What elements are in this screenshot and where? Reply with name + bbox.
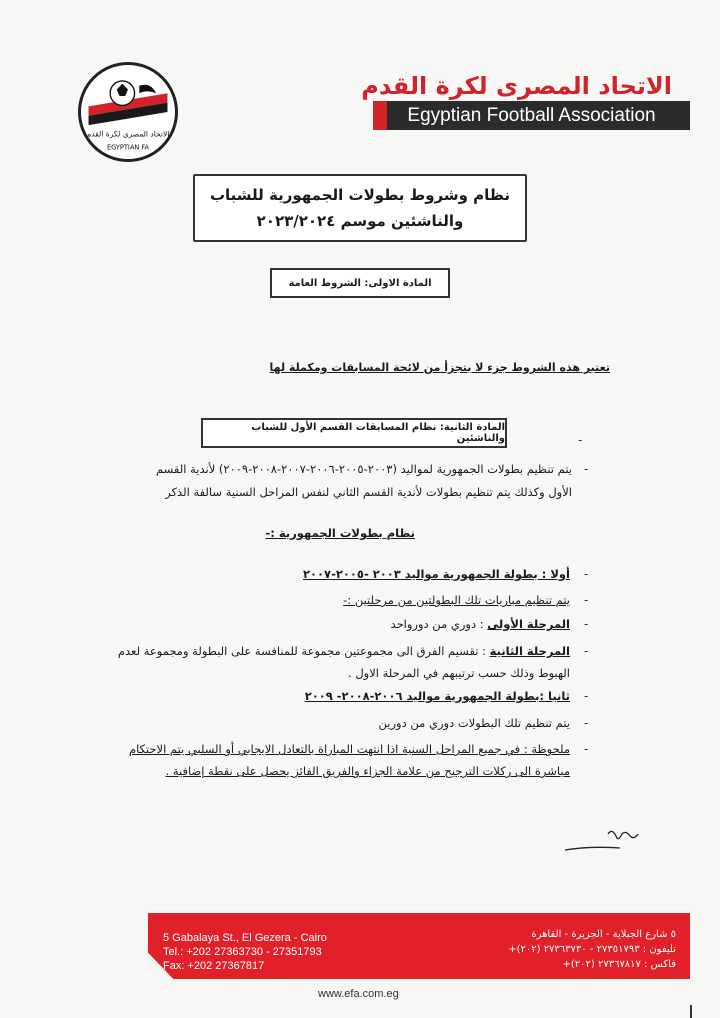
bullet-dash: - [584, 742, 589, 756]
article-2-para-line-1: يتم تنظيم بطولات الجمهورية لمواليد (٢٠٠٣-٢٠٠٥-٢٠٠٦-٢٠٠٧-٢٠٠٨-٢٠٠٩) لأندية القسم [156, 462, 572, 476]
article-1-label-box [270, 268, 450, 298]
title-line-1: نظام وشروط بطولات الجمهورية للشباب [209, 186, 511, 204]
first-championship-intro: يتم تنظيم مباريات تلك البطولتين من مرحلتين :- [343, 593, 570, 607]
second-championship-title: ثانيا :بطولة الجمهورية مواليد ٢٠٠٦-٢٠٠٨- ٢٠٠٩ [304, 689, 570, 703]
note-line-2: مباشرة الى ركلات الترجيح من علامة الجزاء والفريق الفائز يحصل على نقطة إضافية . [165, 764, 570, 778]
footer-fax-en: Fax: +202 27367817 [163, 960, 265, 972]
footer-contact-english [163, 931, 327, 973]
footer-contact-arabic [508, 927, 676, 972]
bullet-dash: - [584, 689, 589, 703]
phase-2-continuation: الهبوط وذلك حسب ترتيبهم في المرحلة الاول . [348, 666, 570, 680]
article-1-label: المادة الاولى: الشروط العامة [288, 277, 432, 289]
org-name-english-bar [373, 101, 690, 130]
first-championship-title: أولا : بطولة الجمهورية مواليد ٢٠٠٣ -٢٠٠٥-٢٠٠٧ [303, 567, 570, 581]
footer-website: www.efa.com.eg [318, 988, 399, 1000]
phase-2-text: : تقسيم الفرق الى مجموعتين مجموعة للمنافسة على البطولة ومجموعة لعدم [117, 644, 486, 658]
footer-address-en: 5 Gabalaya St., El Gezera - Cairo [163, 932, 327, 944]
footer-tel-en: Tel.: +202 27363730 - 27351793 [163, 946, 322, 958]
second-championship-text: يتم تنظيم تلك البطولات دوري من دورين [378, 716, 570, 730]
org-name-english: Egyptian Football Association [407, 104, 656, 126]
title-line-2: والناشئين موسم ٢٠٢٣/٢٠٢٤ [256, 212, 464, 230]
bullet-dash: - [584, 716, 589, 730]
article-2-para-line-2: الأول وكذلك يتم تنظيم بطولات لأندية القسم الثاني لنفس المراحل السنية سالفة الذكر [165, 485, 572, 499]
phase-2-label: المرحلة الثانية [489, 644, 570, 658]
page-edge-mark [690, 1005, 692, 1018]
bullet-dash: - [584, 644, 589, 658]
article-2-label: المادة الثانية: نظام المسابقات القسم الأول للشباب والناشئين [251, 422, 505, 444]
svg-text:EGYPTIAN FA: EGYPTIAN FA [106, 143, 150, 152]
footer-tel-ar: تليفون : ٢٧٣٥١٧٩٣ - ٢٧٣٦٣٧٣٠ (٢٠٢)+ [508, 944, 676, 955]
phase-1-label: المرحلة الأولى [487, 617, 570, 631]
phase-1-line [391, 616, 570, 632]
bullet-dash: - [584, 567, 589, 581]
document-title-box [193, 174, 527, 242]
bullet-dash: - [584, 593, 589, 607]
org-name-arabic: الاتحاد المصرى لكرة القدم [361, 72, 672, 100]
bullet-dash: - [578, 433, 583, 447]
bullet-dash: - [584, 462, 589, 476]
footer-fax-ar: فاكس : ٢٧٣٦٧٨١٧ (٢٠٢)+ [562, 959, 676, 970]
phase-2-line [118, 643, 570, 659]
article-1-text: تعتبر هذه الشروط جزء لا يتجزأ من لائحة المسابقات ومكملة لها [269, 361, 610, 374]
efa-logo [78, 62, 178, 162]
note-line-1: ملحوظة : في جميع المراحل السنية اذا انتهت المباراة بالتعادل الايجابي أو السلبي يتم الاحتكام [128, 742, 570, 756]
phase-1-text: : دوري من دورواحد [390, 617, 484, 631]
system-heading: نظام بطولات الجمهورية :- [265, 526, 415, 540]
signature-scribble [560, 826, 650, 856]
article-2-label-box [201, 418, 507, 448]
svg-text:الاتحاد المصرى لكرة القدم: الاتحاد المصرى لكرة القدم [86, 129, 170, 139]
footer-address-ar: ٥ شارع الجبلاية - الجزيرة - القاهرة [531, 929, 676, 940]
bullet-dash: - [584, 617, 589, 631]
